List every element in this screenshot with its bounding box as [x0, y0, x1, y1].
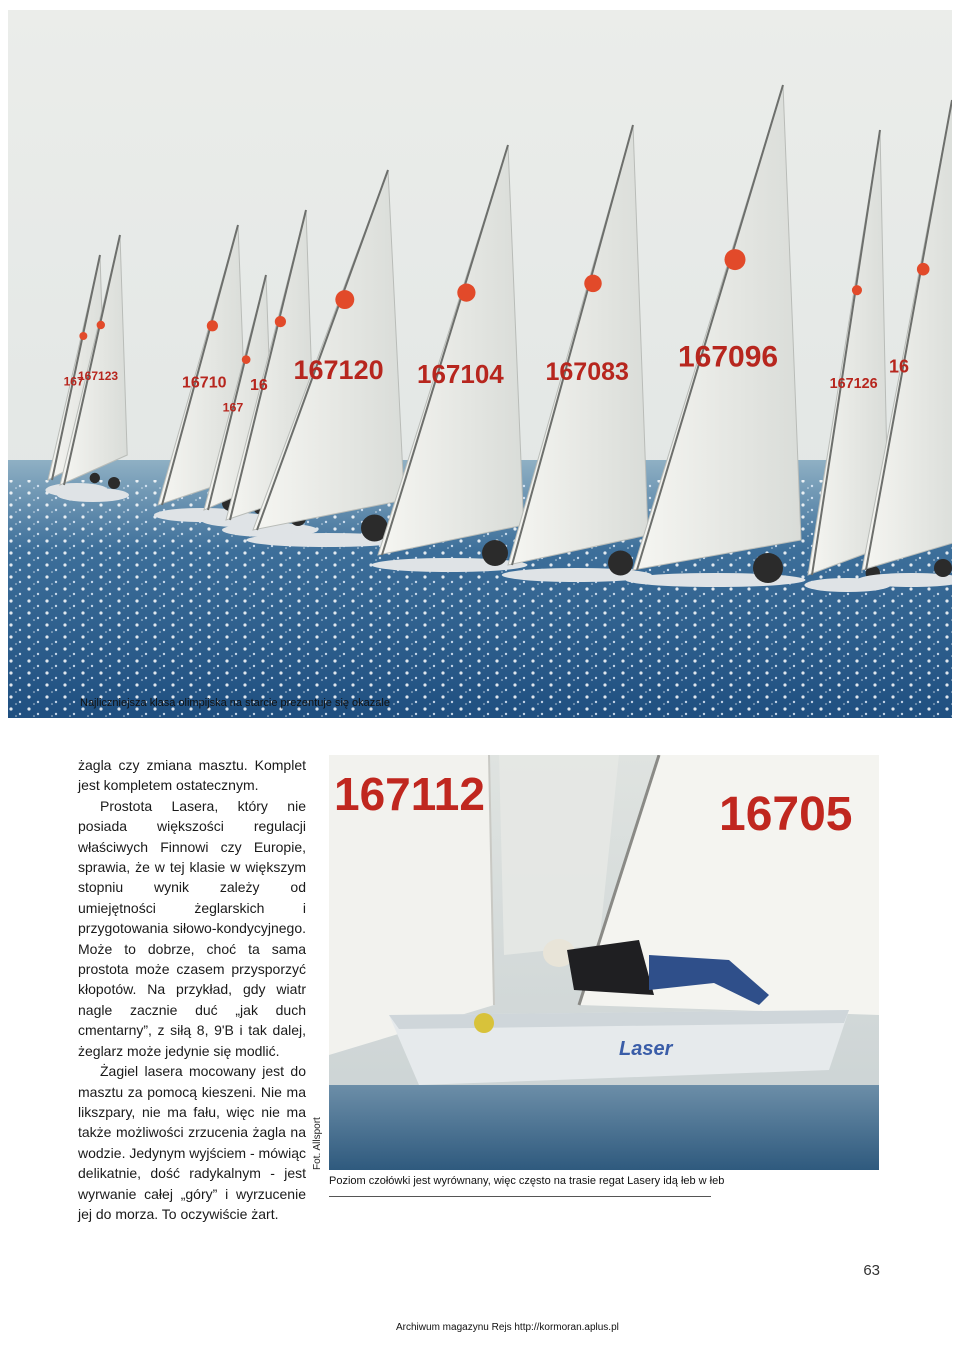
sailor: [482, 540, 508, 566]
sail-number: 167120: [293, 354, 384, 385]
laser-logo-icon: [725, 249, 746, 270]
laser-logo-icon: [852, 285, 862, 295]
article-paragraph: żagla czy zmiana masztu. Komplet jest kompletem ostatecznym.: [78, 757, 306, 794]
sail-number: 16710: [182, 374, 227, 392]
photo-laser-fleet: [8, 10, 952, 718]
sail-number: 167123: [78, 369, 119, 383]
photo-caption-top: Najliczniejsza klasa olimpijska na starcie prezentuje się okazale: [80, 697, 390, 709]
sailor: [934, 559, 952, 577]
laser-logo-icon: [242, 355, 251, 364]
sail-number: 167083: [545, 358, 629, 387]
caption-rule: [329, 1196, 711, 1197]
inset-sail-number: 167112: [334, 768, 485, 820]
laser-logo-icon: [275, 316, 286, 327]
sail-number: 16: [889, 356, 910, 377]
archive-footer: Archiwum magazynu Rejs http://kormoran.aplus.pl: [396, 1322, 619, 1333]
sail-number: 167: [222, 400, 244, 415]
laser-logo-icon: [335, 290, 354, 309]
laser-logo-icon: [207, 320, 218, 331]
article-paragraph: Prostota Lasera, który nie posiada większości regulacji właściwych Finnowi czy Europie, sprawia, że w tej klasie w większym stopniu wynik zależy od umiejętności żeglarskich i przygotowania siłowo-kondycyjnego. Może to dobrze, choć ta sama prostota może czasem przysporzyć kłopotów. Na przykład, gdy wiatr nagle zacznie duć „jak duch cmentarny”, z siłą 8, 9'B i tak dalej, żeglarz może jedynie się modlić.: [78, 797, 306, 1059]
sail-number: 16: [250, 376, 268, 394]
laser-logo-icon: [97, 321, 105, 329]
article-paragraph: Żagiel lasera mocowany jest do masztu za pomocą kieszeni. Nie ma likszpary, nie ma fału, więc nie ma także możliwości zrzucenia żagla na wodzie. Jedynym wyjściem - mówiąc delikatnie, dość radykalnym - jest wyrwanie całej „góry” i wyrzucenie jej do morza. To oczywiście żart.: [78, 1063, 306, 1222]
sail-number: 167: [63, 374, 84, 389]
sail-number: 167126: [829, 376, 878, 393]
sailor: [90, 473, 100, 483]
laser-logo-icon: [584, 275, 602, 293]
sail-number: 167096: [678, 340, 779, 374]
laser-logo-icon: [457, 284, 475, 302]
sailor: [753, 553, 783, 583]
photo-caption-inset: Poziom czołówki jest wyrównany, więc często na trasie regat Lasery idą łeb w łeb: [329, 1175, 725, 1187]
page-number: 63: [863, 1262, 880, 1279]
sailor: [108, 477, 120, 489]
laser-logo-icon: [917, 263, 930, 276]
photo-credit: Fot. Allsport: [312, 1117, 323, 1170]
photo-sailor-hiking: [329, 755, 879, 1170]
inset-sail-number: 16705: [719, 788, 853, 841]
article-body: [78, 755, 306, 1224]
sailor: [608, 551, 633, 576]
hull: [57, 488, 129, 502]
sail-number: 167104: [417, 358, 504, 389]
inset-hull-text: Laser: [619, 1038, 673, 1060]
laser-logo-icon: [79, 332, 87, 340]
